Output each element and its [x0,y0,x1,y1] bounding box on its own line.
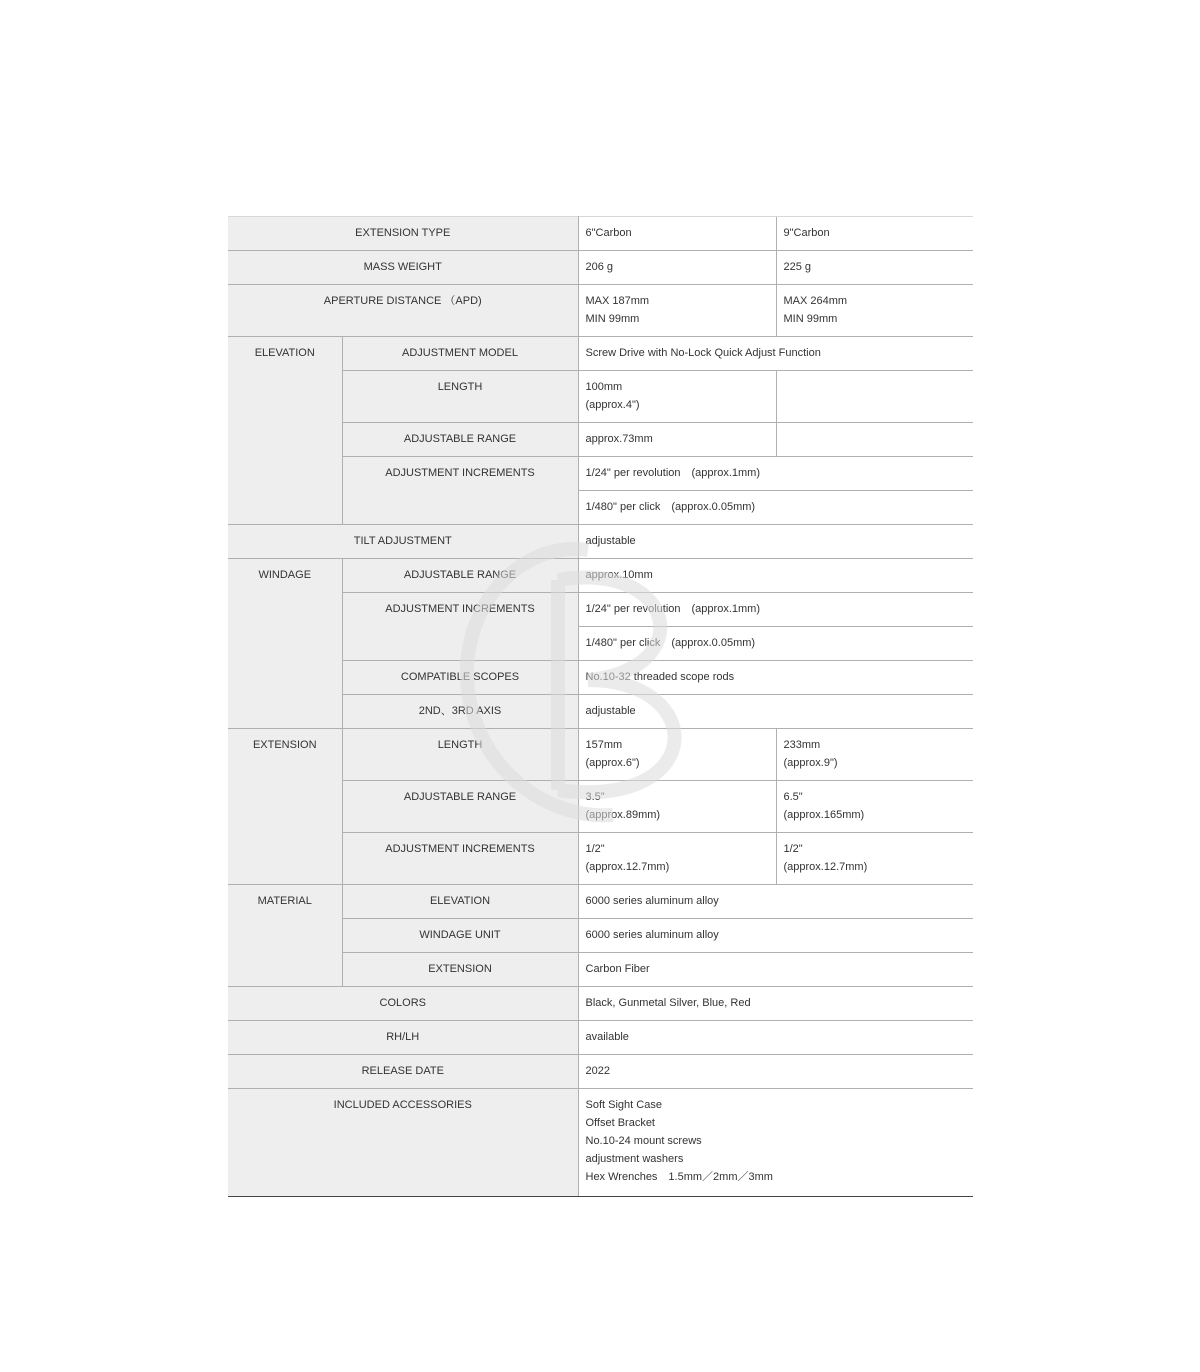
table-row [228,729,973,781]
table-row [228,251,973,285]
extension-length-6in-approx: (approx.6") [585,757,640,769]
elevation-length-in: (approx.4") [585,399,640,411]
elevation-length-label: LENGTH [342,371,578,423]
extension-increments-6in [578,833,776,885]
material-windage-unit-label: WINDAGE UNIT [342,919,578,953]
extension-range-6in-approx: (approx.89mm) [585,809,661,821]
accessory-item: adjustment washers [585,1153,684,1165]
table-row [228,1089,973,1197]
accessory-item: Offset Bracket [585,1117,655,1129]
extension-length-9in-mm: 233mm [783,739,821,751]
elevation-adjustable-range-9in [776,423,973,457]
elevation-adjustment-model-label: ADJUSTMENT MODEL [342,337,578,371]
elevation-length-mm: 100mm [585,381,623,393]
table-row [228,987,973,1021]
elevation-group-label: ELEVATION [228,337,342,525]
aperture-distance-9in [776,285,973,337]
table-row [228,285,973,337]
aperture-min-9in: MIN 99mm [783,313,838,325]
material-group-label: MATERIAL [228,885,342,987]
extension-group-label: EXTENSION [228,729,342,885]
extension-type-9in: 9"Carbon [776,217,973,251]
rh-lh-label: RH/LH [228,1021,578,1055]
extension-type-6in: 6"Carbon [578,217,776,251]
windage-group-label: WINDAGE [228,559,342,729]
extension-increments-9in-in: 1/2" [783,843,803,855]
extension-adjustable-range-9in [776,781,973,833]
elevation-adjustable-range-label: ADJUSTABLE RANGE [342,423,578,457]
windage-increment-per-click: 1/480" per click (approx.0.05mm) [578,627,973,661]
axis-label: 2ND、3RD AXIS [342,695,578,729]
extension-increments-6in-in: 1/2" [585,843,605,855]
extension-increments-9in-approx: (approx.12.7mm) [783,861,868,873]
accessory-item: No.10-24 mount screws [585,1135,702,1147]
elevation-length-6in [578,371,776,423]
table-row [228,885,973,919]
compatible-scopes-label: COMPATIBLE SCOPES [342,661,578,695]
elevation-increment-per-click: 1/480" per click (approx.0.05mm) [578,491,973,525]
elevation-length-9in [776,371,973,423]
extension-increments-6in-approx: (approx.12.7mm) [585,861,670,873]
extension-range-6in-in: 3.5" [585,791,605,803]
table-row [228,217,973,251]
axis-value: adjustable [578,695,973,729]
colors-value: Black, Gunmetal Silver, Blue, Red [578,987,973,1021]
mass-weight-9in: 225 g [776,251,973,285]
extension-adjustment-increments-label: ADJUSTMENT INCREMENTS [342,833,578,885]
aperture-max-9in: MAX 264mm [783,295,848,307]
material-windage-unit-value: 6000 series aluminum alloy [578,919,973,953]
tilt-adjustment-label: TILT ADJUSTMENT [228,525,578,559]
windage-adjustable-range-label: ADJUSTABLE RANGE [342,559,578,593]
aperture-min-6in: MIN 99mm [585,313,640,325]
material-elevation-value: 6000 series aluminum alloy [578,885,973,919]
windage-adjustable-range-value: approx.10mm [578,559,973,593]
material-extension-label: EXTENSION [342,953,578,987]
aperture-distance-label: APERTURE DISTANCE （APD) [228,285,578,337]
table-row [228,337,973,371]
extension-adjustable-range-6in [578,781,776,833]
mass-weight-6in: 206 g [578,251,776,285]
spec-table-container [228,216,973,1197]
table-row [228,1021,973,1055]
extension-range-9in-approx: (approx.165mm) [783,809,865,821]
included-accessories-label: INCLUDED ACCESSORIES [228,1089,578,1197]
elevation-adjustable-range-6in: approx.73mm [578,423,776,457]
table-row [228,559,973,593]
table-row [228,525,973,559]
aperture-max-6in: MAX 187mm [585,295,650,307]
colors-label: COLORS [228,987,578,1021]
material-elevation-label: ELEVATION [342,885,578,919]
extension-length-9in [776,729,973,781]
material-extension-value: Carbon Fiber [578,953,973,987]
elevation-increment-per-revolution: 1/24" per revolution (approx.1mm) [578,457,973,491]
elevation-adjustment-increments-label: ADJUSTMENT INCREMENTS [342,457,578,525]
mass-weight-label: MASS WEIGHT [228,251,578,285]
extension-length-6in-mm: 157mm [585,739,623,751]
extension-range-9in-in: 6.5" [783,791,803,803]
rh-lh-value: available [578,1021,973,1055]
accessory-item: Soft Sight Case [585,1099,662,1111]
extension-length-9in-approx: (approx.9") [783,757,838,769]
extension-increments-9in [776,833,973,885]
windage-adjustment-increments-label: ADJUSTMENT INCREMENTS [342,593,578,661]
spec-table [228,216,973,1197]
release-date-value: 2022 [578,1055,973,1089]
elevation-adjustment-model-value: Screw Drive with No-Lock Quick Adjust Function [578,337,973,371]
accessory-item: Hex Wrenches 1.5mm／2mm／3mm [585,1171,773,1183]
windage-increment-per-revolution: 1/24" per revolution (approx.1mm) [578,593,973,627]
included-accessories-list [578,1089,973,1197]
aperture-distance-6in [578,285,776,337]
tilt-adjustment-value: adjustable [578,525,973,559]
table-row [228,1055,973,1089]
release-date-label: RELEASE DATE [228,1055,578,1089]
compatible-scopes-value: No.10-32 threaded scope rods [578,661,973,695]
extension-type-label: EXTENSION TYPE [228,217,578,251]
extension-adjustable-range-label: ADJUSTABLE RANGE [342,781,578,833]
extension-length-6in [578,729,776,781]
extension-length-label: LENGTH [342,729,578,781]
